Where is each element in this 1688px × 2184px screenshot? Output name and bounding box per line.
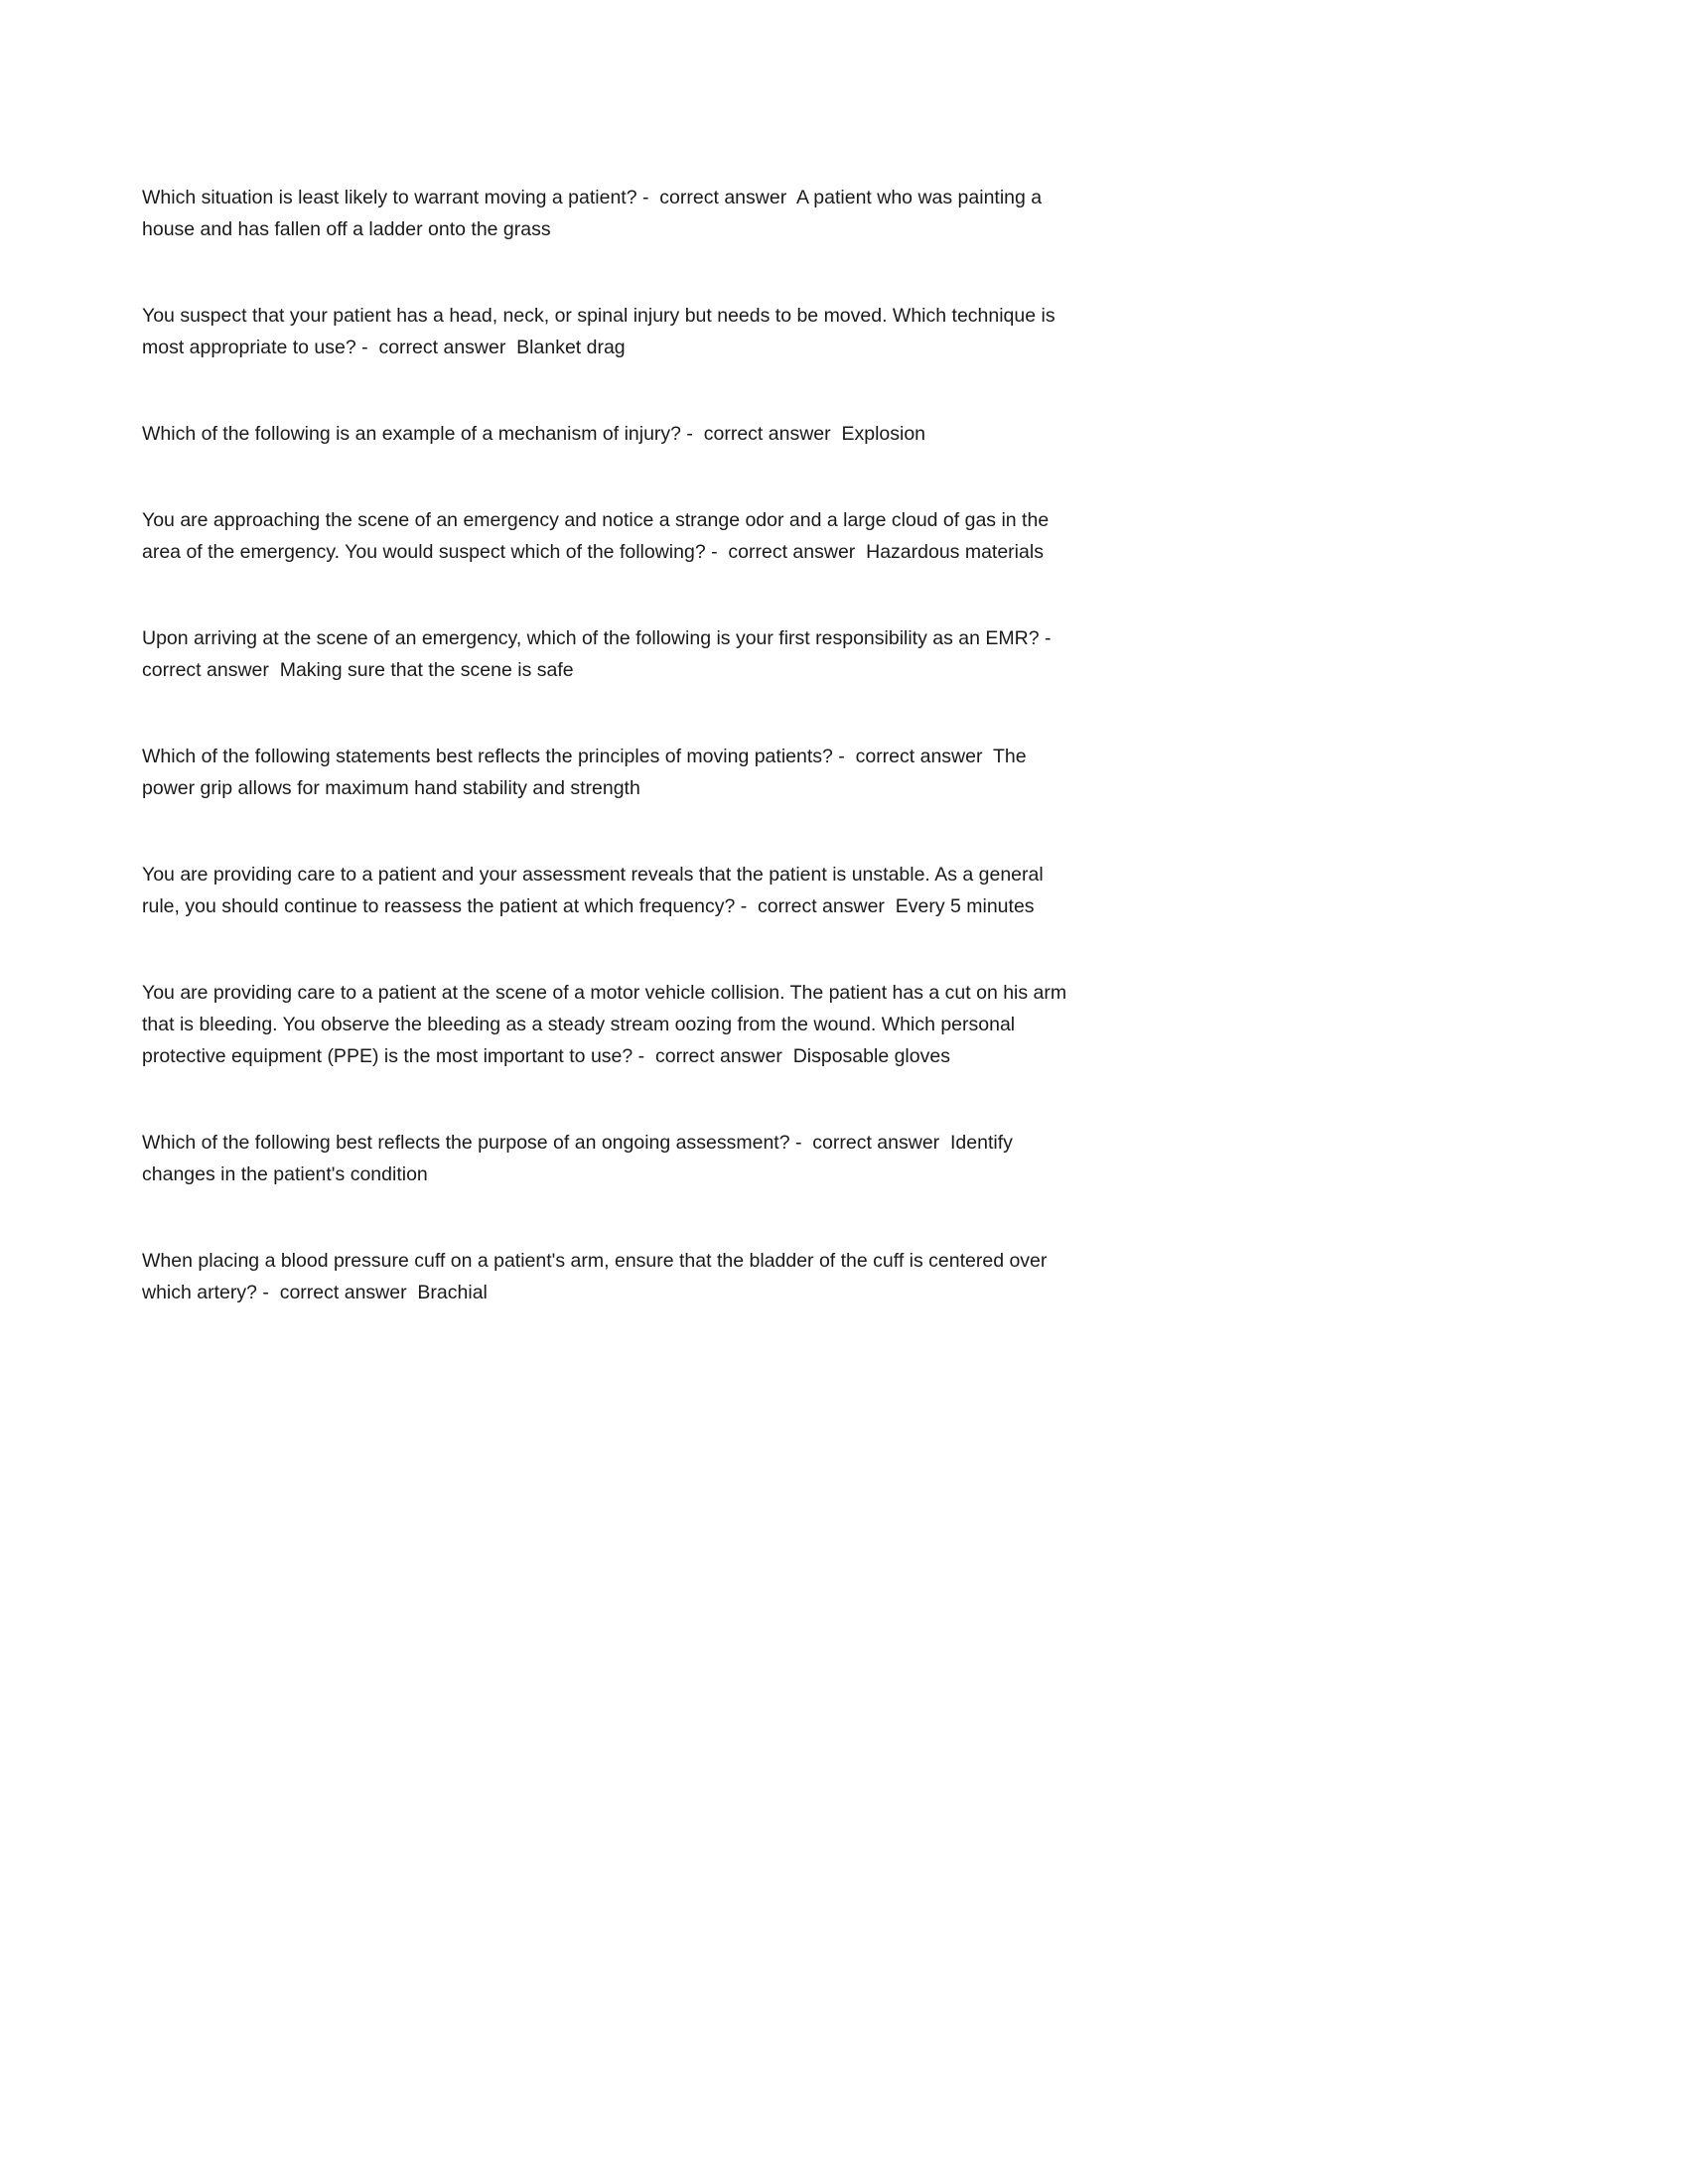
qa-paragraph: You are approaching the scene of an emergency and notice a strange odor and a large cloud of gas in the area of the emergency. You would suspect which of the following? - correct answer Hazardous materials [142, 509, 1055, 563]
qa-paragraph: Which of the following best reflects the purpose of an ongoing assessment? - correct answer Identify changes in the patient's condition [142, 1132, 1019, 1185]
qa-paragraph: You are providing care to a patient at the scene of a motor vehicle collision. The patient has a cut on his arm that is bleeding. You observe the bleeding as a steady stream oozing from the wound. Which personal protective equipment (PPE) is the most important to use? - correct answer Disposable gloves [142, 982, 1072, 1067]
qa-paragraph: When placing a blood pressure cuff on a patient's arm, ensure that the bladder of the cuff is centered over which artery? - correct answer Brachial [142, 1250, 1053, 1303]
qa-paragraph: Which of the following statements best reflects the principles of moving patients? - correct answer The power grip allows for maximum hand stability and strength [142, 746, 1032, 799]
qa-paragraph: Which of the following is an example of a mechanism of injury? - correct answer Explosion [142, 423, 926, 445]
document-text-column [142, 182, 1072, 1363]
qa-paragraph: Upon arriving at the scene of an emergency, which of the following is your first responsibility as an EMR? - correct answer Making sure that the scene is safe [142, 627, 1062, 681]
qa-paragraph: Which situation is least likely to warrant moving a patient? - correct answer A patient who was painting a house and has fallen off a ladder onto the grass [142, 187, 1048, 240]
qa-paragraph: You suspect that your patient has a head, neck, or spinal injury but needs to be moved. Which technique is most appropriate to use? - correct answer Blanket drag [142, 305, 1061, 358]
qa-paragraph: You are providing care to a patient and your assessment reveals that the patient is unstable. As a general rule, you should continue to reassess the patient at which frequency? - correct answer Every 5 minutes [142, 864, 1050, 917]
